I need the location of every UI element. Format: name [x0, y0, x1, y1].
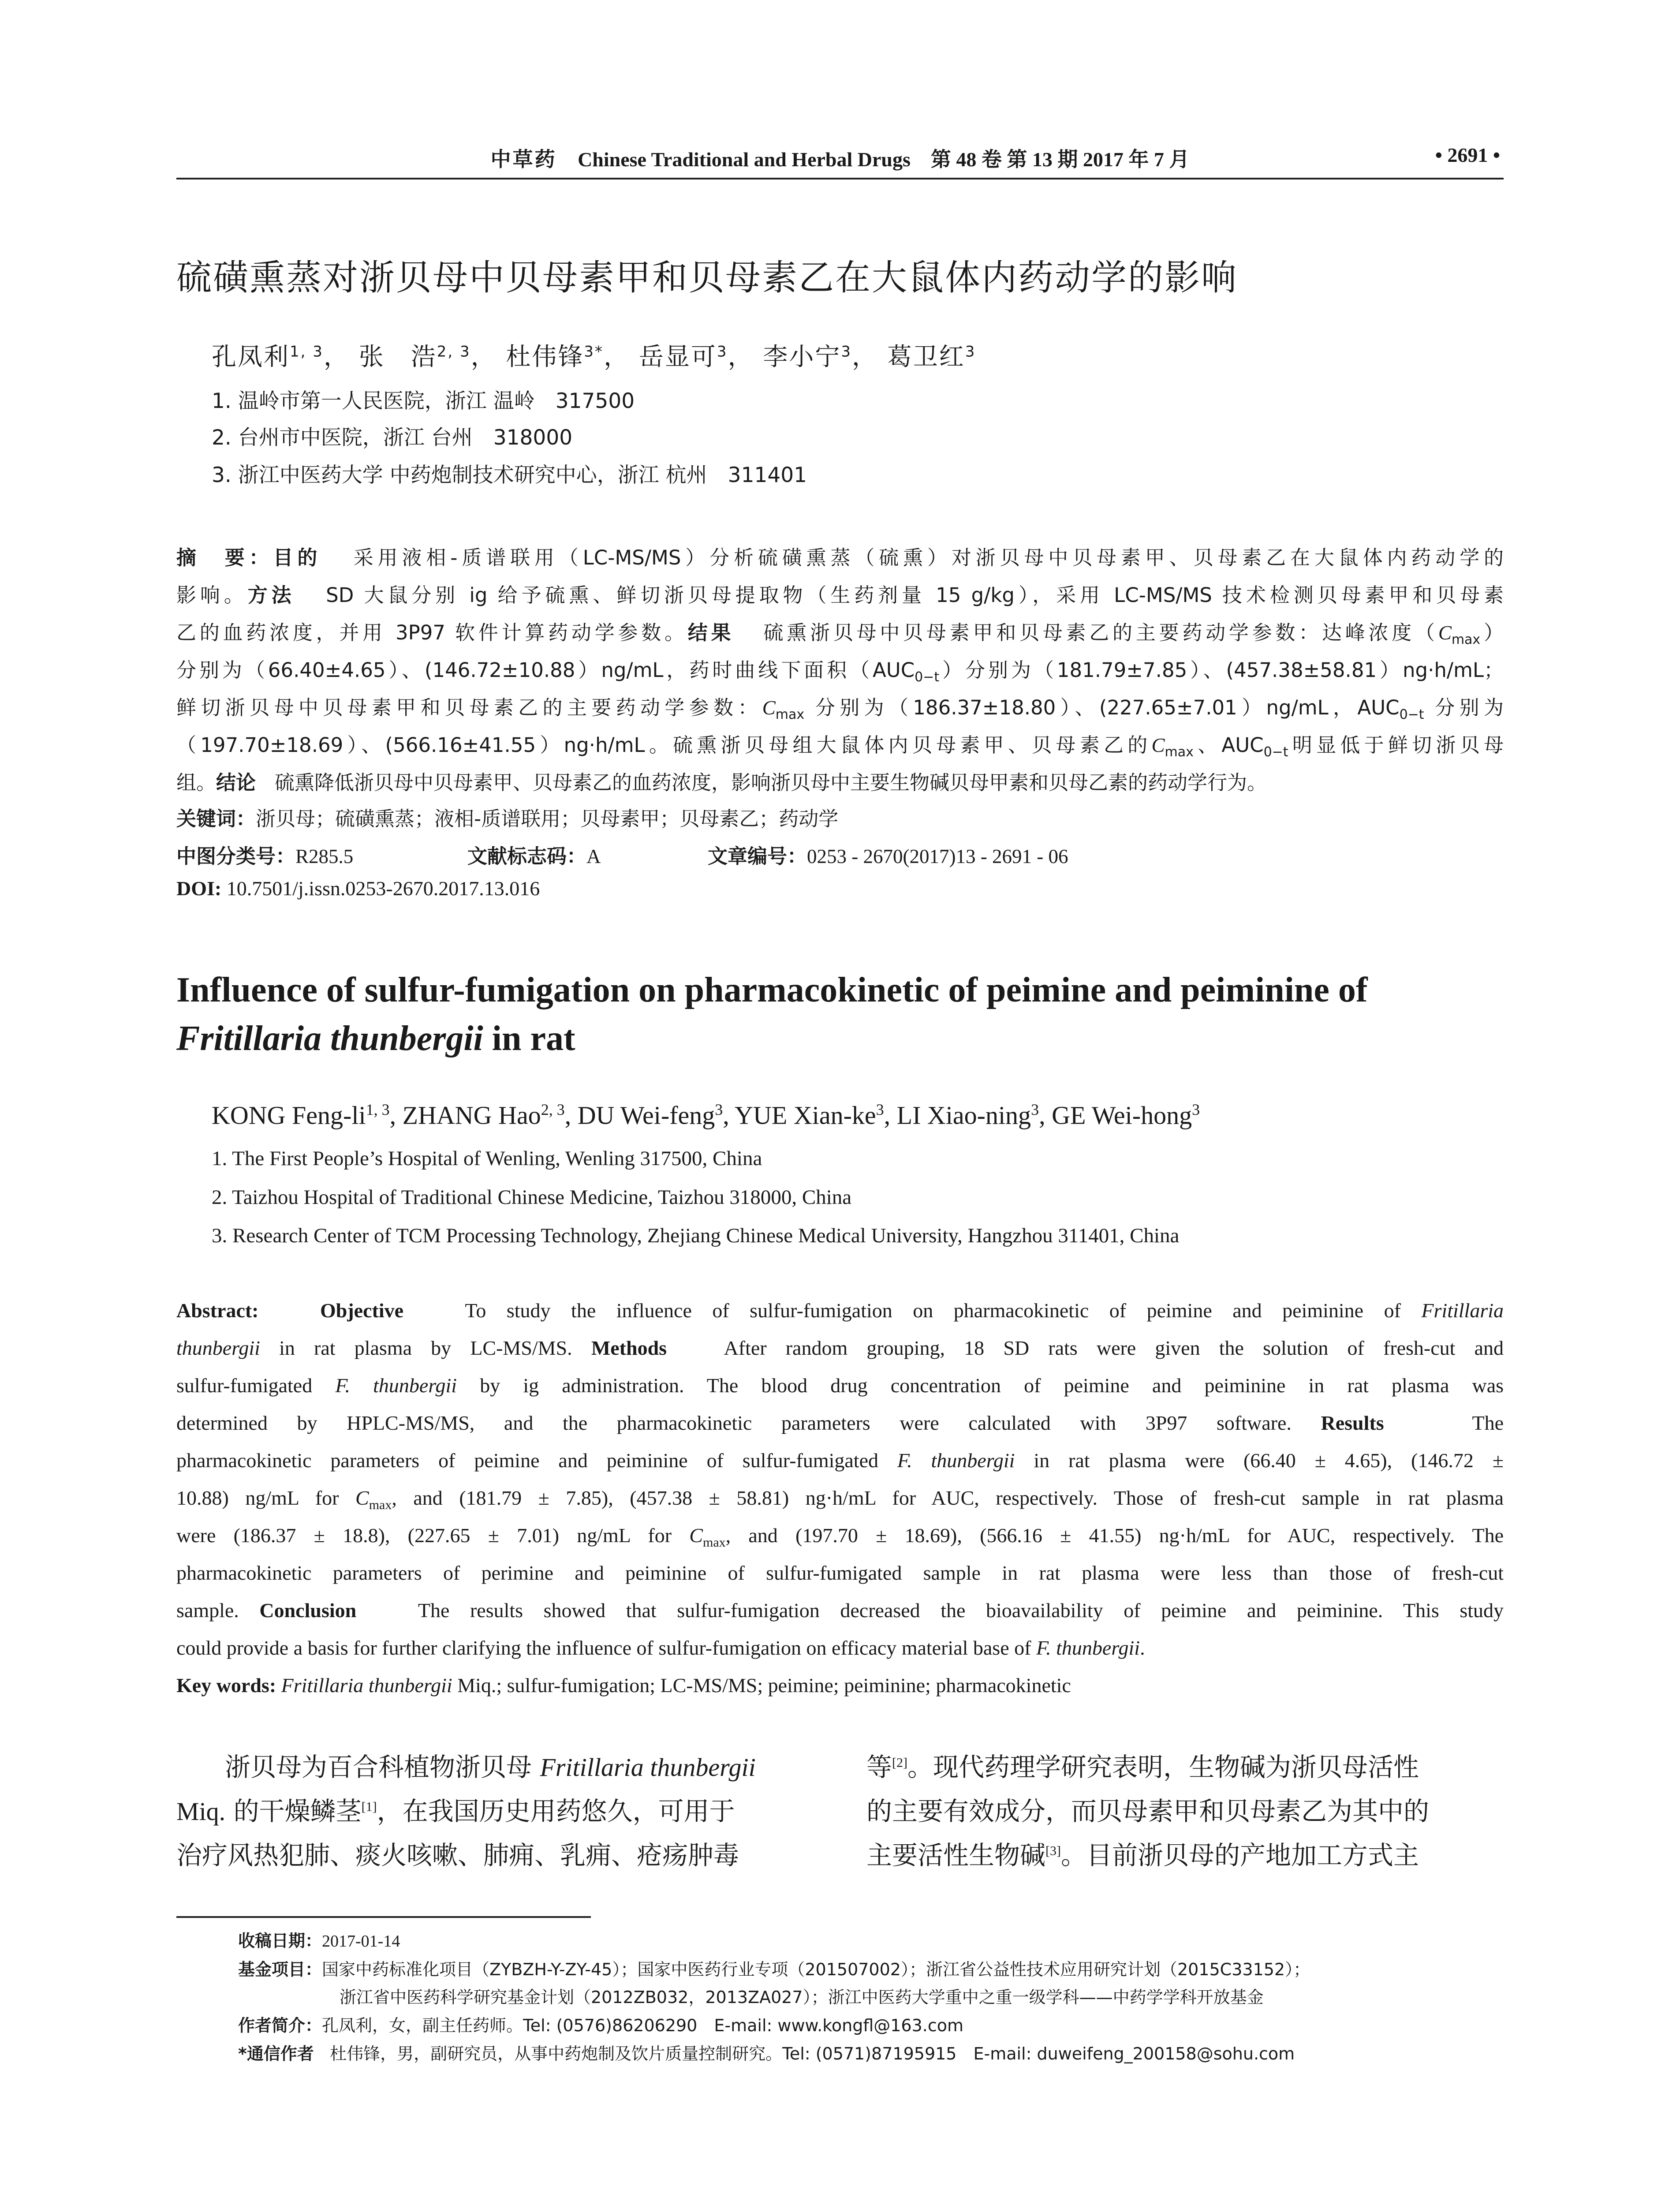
abstract-text: 鲜切浙贝母中贝母素甲和贝母素乙的主要药动学参数： [176, 696, 762, 719]
keywords-text: Miq.; sulfur-fumigation; LC-MS/MS; peimine; peiminine; pharmacokinetic [452, 1674, 1071, 1697]
abstract-text: determined by HPLC-MS/MS, and the pharmacokinetic parameters were calculated with 3P97 software. [176, 1412, 1292, 1434]
header-rule [176, 178, 1504, 179]
journal-name-en: Chinese Traditional and Herbal Drugs [578, 148, 911, 171]
affiliation-en: 3. Research Center of TCM Processing Technology, Zhejiang Chinese Medical University, Hangzhou 311401, China [212, 1224, 1180, 1247]
keywords-cn [176, 803, 838, 831]
abstract-cn-line [176, 654, 1504, 685]
conclusion-label: 结论 [216, 771, 256, 794]
abstract-label: Abstract: [176, 1299, 259, 1322]
footnote-label: *通信作者 [238, 2044, 314, 2063]
body-left-line [176, 1790, 811, 1828]
author-name: 李小宁 [763, 343, 841, 371]
abstract-text: sample. [176, 1599, 239, 1622]
author-name: 张 浩 [358, 343, 437, 371]
body-text: ，在我国历史用药悠久，可用于 [377, 1796, 735, 1826]
body-left-line [176, 1746, 811, 1783]
abstract-en-line [176, 1486, 1504, 1513]
abstract-text: 组。 [176, 771, 217, 794]
abstract-text: , and (181.79 ± 7.85), (457.38 ± 58.81) ng·h/mL for AUC, respectively. Those of fresh-cut sample in rat plasma [392, 1487, 1504, 1509]
doc-value: A [586, 845, 601, 867]
author-affiliation-mark: 3 [1031, 1101, 1039, 1118]
cmax-symbol: C [1438, 622, 1452, 644]
methods-label: 方法 [247, 583, 295, 607]
footnote-rule [176, 1916, 591, 1918]
author-name: DU Wei-feng [577, 1101, 715, 1130]
abstract-en-line [176, 1374, 1504, 1397]
abstract-cn-line [176, 579, 1504, 608]
abstract-text: pharmacokinetic parameters of perimine and peiminine of sulfur-fumigated sample in rat plasma were less than those of fresh-cut [176, 1562, 1504, 1584]
keywords-label: 关键词： [176, 807, 256, 830]
abstract-en-line [176, 1561, 1504, 1585]
footnote-received [238, 1927, 400, 1951]
abstract-text: SD 大鼠分别 ig 给予硫熏、鲜切浙贝母提取物（生药剂量 15 g/kg），采用 LC-MS/MS 技术检测贝母素甲和贝母素 [326, 583, 1504, 607]
affiliation-cn: 3. 浙江中医药大学 中药炮制技术研究中心，浙江 杭州 311401 [212, 463, 807, 487]
results-label: 结果 [687, 621, 735, 644]
clc-value: R285.5 [295, 845, 354, 867]
species-name: F. thunbergii [335, 1374, 457, 1397]
cmax-symbol: C [1151, 734, 1165, 756]
author-affiliation-mark: 3 [965, 343, 976, 361]
footnote-author [238, 2012, 963, 2036]
abstract-text: 硫熏浙贝母中贝母素甲和贝母素乙的主要药动学参数：达峰浓度（ [763, 621, 1438, 644]
abstract-text: in rat plasma were (66.40 ± 4.65), (146.72 ± [1034, 1449, 1504, 1472]
article-number-label: 文章编号： [708, 845, 807, 868]
abstract-text: 分别为（66.40±4.65）、(146.72±10.88）ng/mL，药时曲线下面积（AUC [176, 658, 915, 682]
auc-subscript: 0−t [1263, 744, 1288, 760]
abstract-text: 分别为（186.37±18.80）、(227.65±7.01）ng/mL，AUC [815, 696, 1400, 719]
body-text: 主要活性生物碱 [866, 1840, 1046, 1870]
author-affiliation-mark: 3 [876, 1101, 884, 1118]
author-name: 孔凤利 [212, 343, 290, 371]
cmax-subscript: max [702, 1535, 726, 1550]
cmax-subscript: max [1451, 632, 1481, 647]
author-affiliation-mark: 2, 3 [541, 1101, 565, 1118]
abstract-text: 10.88) ng/mL for [176, 1487, 339, 1509]
abstract-cn-line [176, 766, 1504, 795]
affiliation-cn: 2. 台州市中医院，浙江 台州 318000 [212, 426, 573, 450]
abstract-en-line [176, 1636, 1504, 1659]
abstract-text: 采用液相-质谱联用（LC-MS/MS）分析硫磺熏蒸（硫熏）对浙贝母中贝母素甲、贝母素乙在大鼠体内药动学的 [353, 546, 1504, 569]
author-name: ZHANG Hao [402, 1101, 541, 1130]
abstract-en-line [176, 1599, 1504, 1622]
title-en-line: Influence of sulfur-fumigation on pharmacokinetic of peimine and peiminine of [176, 971, 1368, 1009]
cmax-symbol: C [355, 1487, 369, 1509]
species-name: Fritillaria thunbergii [176, 1019, 483, 1058]
citation-ref[interactable]: [3] [1045, 1843, 1061, 1858]
keywords-en [176, 1674, 1071, 1697]
footnote-text: 杜伟锋，男，副研究员，从事中药炮制及饮片质量控制研究。Tel: (0571)87195915 E-mail: duweifeng_200158@sohu.com [330, 2044, 1295, 2063]
footnote-text: 2017-01-14 [322, 1932, 400, 1951]
objective-label: Objective [320, 1299, 404, 1322]
abstract-label: 摘 要： [176, 546, 273, 569]
objective-label: 目的 [273, 546, 322, 569]
author-affiliation-mark: 3* [584, 343, 604, 361]
footnote-label: 基金项目： [238, 1960, 322, 1979]
body-right-line [866, 1746, 1501, 1783]
running-header [176, 139, 1504, 179]
author-name: 葛卫红 [887, 343, 965, 371]
citation-ref[interactable]: [2] [892, 1755, 907, 1770]
abstract-text: To study the influence of sulfur-fumigation on pharmacokinetic of peimine and peiminine of [465, 1299, 1401, 1322]
abstract-text: were (186.37 ± 18.8), (227.65 ± 7.01) ng/mL for [176, 1524, 672, 1547]
author-name: KONG Feng-li [212, 1101, 366, 1130]
footnote-label: 收稿日期： [238, 1931, 322, 1951]
title-en-line [176, 1014, 1504, 1063]
author-affiliation-mark: 3 [715, 1101, 723, 1118]
species-name: F. thunbergii [897, 1449, 1015, 1472]
abstract-en-line [176, 1299, 1504, 1322]
abstract-text: 影响。 [176, 583, 248, 607]
article-number-value: 0253 - 2670(2017)13 - 2691 - 06 [807, 845, 1068, 867]
cmax-subscript: max [369, 1498, 392, 1513]
title-en-text: in rat [483, 1019, 575, 1058]
species-name: Fritillaria [1421, 1299, 1504, 1322]
author-affiliation-mark: 1, 3 [290, 343, 324, 361]
doi-line [176, 877, 540, 900]
auc-subscript: 0−t [1399, 707, 1424, 722]
author-name: GE Wei-hong [1052, 1101, 1192, 1130]
body-text: 的干燥鳞茎 [225, 1796, 362, 1826]
abstract-cn-line [176, 729, 1504, 760]
auc-subscript: 0−t [915, 669, 940, 685]
author-affiliation-mark: 1, 3 [366, 1101, 390, 1118]
abstract-text: 分别为 [1435, 696, 1504, 719]
article-title-cn: 硫磺熏蒸对浙贝母中贝母素甲和贝母素乙在大鼠体内药动学的影响 [176, 257, 1238, 298]
doc-label: 文献标志码： [467, 845, 587, 868]
author-name: YUE Xian-ke [735, 1101, 876, 1130]
abstract-text: by ig administration. The blood drug concentration of peimine and peiminine in rat plasma was [480, 1374, 1504, 1397]
journal-name-cn: 中草药 [490, 147, 557, 171]
page-number: • 2691 • [1435, 144, 1500, 166]
abstract-text: 乙的血药浓度，并用 3P97 软件计算药动学参数。 [176, 621, 688, 644]
body-text: Miq. [176, 1797, 226, 1826]
abstract-text: 、AUC [1193, 733, 1264, 757]
abstract-text: After random grouping, 18 SD rats were given the solution of fresh-cut and [724, 1337, 1504, 1359]
citation-ref[interactable]: [1] [361, 1799, 377, 1814]
author-affiliation-mark: 3 [717, 343, 728, 361]
species-name: F. thunbergii [1036, 1637, 1140, 1659]
conclusion-label: Conclusion [259, 1599, 357, 1622]
abstract-cn-line [176, 691, 1504, 722]
author-affiliation-mark: 3 [1192, 1101, 1200, 1118]
body-text: 等 [866, 1752, 892, 1782]
article-number [708, 840, 1068, 869]
author-list-en: KONG Feng-li$^{1, 3}$, ZHANG Hao$^{2, 3}$, DU Wei-feng$^3$, YUE Xian-$ke^3$, LI Xiao-ning$^3$, GE Wei-hong$^3$ [212, 1101, 1200, 1130]
abstract-text: pharmacokinetic parameters of peimine and peiminine of sulfur-fumigated [176, 1449, 879, 1472]
article-title-en [176, 966, 1504, 1063]
abstract-en-line [176, 1411, 1504, 1435]
body-right-line: 的主要有效成分，而贝母素甲和贝母素乙为其中的 [866, 1796, 1430, 1826]
doi-label: DOI: [176, 877, 222, 900]
affiliation-en: 1. The First People’s Hospital of Wenling, Wenling 317500, China [212, 1147, 762, 1170]
abstract-text: , and (197.70 ± 18.69), (566.16 ± 41.55) ng·h/mL for AUC, respectively. The [725, 1524, 1504, 1547]
footnote-label: 作者简介： [238, 2016, 322, 2035]
journal-citation [176, 143, 1504, 172]
abstract-text: The results showed that sulfur-fumigation decreased the bioavailability of peimine and peiminine. This study [418, 1599, 1504, 1622]
footnote-corresponding [238, 2040, 1295, 2064]
abstract-cn-line [176, 617, 1504, 647]
species-name: Fritillaria thunbergii [281, 1674, 452, 1697]
clc-label: 中图分类号： [176, 845, 296, 868]
abstract-text: 明显低于鲜切浙贝母 [1288, 733, 1504, 757]
affiliation-en: 2. Taizhou Hospital of Traditional Chinese Medicine, Taizhou 318000, China [212, 1186, 852, 1209]
cmax-symbol: C [762, 697, 776, 719]
journal-issue: 第 48 卷 第 13 期 2017 年 7 月 [930, 148, 1190, 171]
abstract-cn-line [176, 542, 1504, 570]
body-right-line [866, 1835, 1501, 1872]
methods-label: Methods [591, 1337, 667, 1359]
author-name: LI Xiao-ning [896, 1101, 1031, 1130]
keywords-text: 浙贝母；硫磺熏蒸；液相-质谱联用；贝母素甲；贝母素乙；药动学 [256, 807, 839, 830]
author-list-cn: 孔凤利$^{1, 3}$， 张 浩$^{2, 3}$， 杜伟锋$^{3*}$， 岳显可$^3$， 李小宁$^3$， 葛卫红$^3$ [212, 343, 976, 371]
author-name: 岳显可 [638, 343, 717, 371]
species-name: Fritillaria thunbergii [540, 1753, 756, 1782]
body-left-line: 治疗风热犯肺、痰火咳嗽、肺痈、乳痈、疮疡肿毒 [176, 1840, 739, 1870]
abstract-text: in rat plasma by LC-MS/MS. [279, 1337, 572, 1359]
abstract-text: 硫熏降低浙贝母中贝母素甲、贝母素乙的血药浓度，影响浙贝母中主要生物碱贝母甲素和贝母乙素的药动学行为。 [274, 771, 1267, 794]
footnote-fund [238, 1956, 1310, 1980]
cmax-subscript: max [775, 707, 805, 722]
abstract-en-line [176, 1336, 1504, 1360]
body-text: 。目前浙贝母的产地加工方式主 [1061, 1840, 1419, 1870]
species-name: thunbergii [176, 1337, 260, 1359]
doc-code [467, 840, 601, 869]
footnote-text: 孔凤利，女，副主任药师。Tel: (0576)86206290 E-mail: www.kongfl@163.com [322, 2016, 964, 2035]
abstract-en-line [176, 1449, 1504, 1472]
author-name: 杜伟锋 [506, 343, 584, 371]
body-text: 。现代药理学研究表明，生物碱为浙贝母活性 [907, 1752, 1419, 1782]
doi-value[interactable]: 10.7501/j.issn.0253-2670.2017.13.016 [226, 877, 540, 900]
cmax-symbol: C [689, 1524, 703, 1547]
results-label: Results [1321, 1412, 1384, 1434]
classification-line [176, 840, 353, 869]
footnote-text: 国家中药标准化项目（ZYBZH-Y-ZY-45）；国家中医药行业专项（201507002）；浙江省公益性技术应用研究计划（2015C33152）； [322, 1960, 1310, 1979]
abstract-text: ）分别为（181.79±7.85）、(457.38±58.81）ng·h/mL； [939, 658, 1504, 682]
author-affiliation-mark: 3 [841, 343, 852, 361]
keywords-label: Key words: [176, 1674, 276, 1697]
abstract-text: ） [1480, 621, 1504, 644]
abstract-text: could provide a basis for further clarifying the influence of sulfur-fumigation on efficacy material base of [176, 1637, 1031, 1659]
body-text: 浙贝母为百合科植物浙贝母 [225, 1752, 540, 1782]
abstract-text: sulfur-fumigated [176, 1374, 313, 1397]
abstract-en-line [176, 1524, 1504, 1550]
footnote-fund-continued: 浙江省中医药科学研究基金计划（2012ZB032，2013ZA027）；浙江中医药大学重中之重一级学科——中药学学科开放基金 [340, 1988, 1264, 2007]
abstract-text: The [1472, 1412, 1504, 1434]
abstract-text: （197.70±18.69）、(566.16±41.55）ng·h/mL。硫熏浙贝母组大鼠体内贝母素甲、贝母素乙的 [176, 733, 1152, 757]
author-affiliation-mark: 2, 3 [437, 343, 471, 361]
cmax-subscript: max [1165, 744, 1194, 760]
abstract-text: . [1140, 1637, 1145, 1659]
affiliation-cn: 1. 温岭市第一人民医院，浙江 温岭 317500 [212, 389, 635, 413]
